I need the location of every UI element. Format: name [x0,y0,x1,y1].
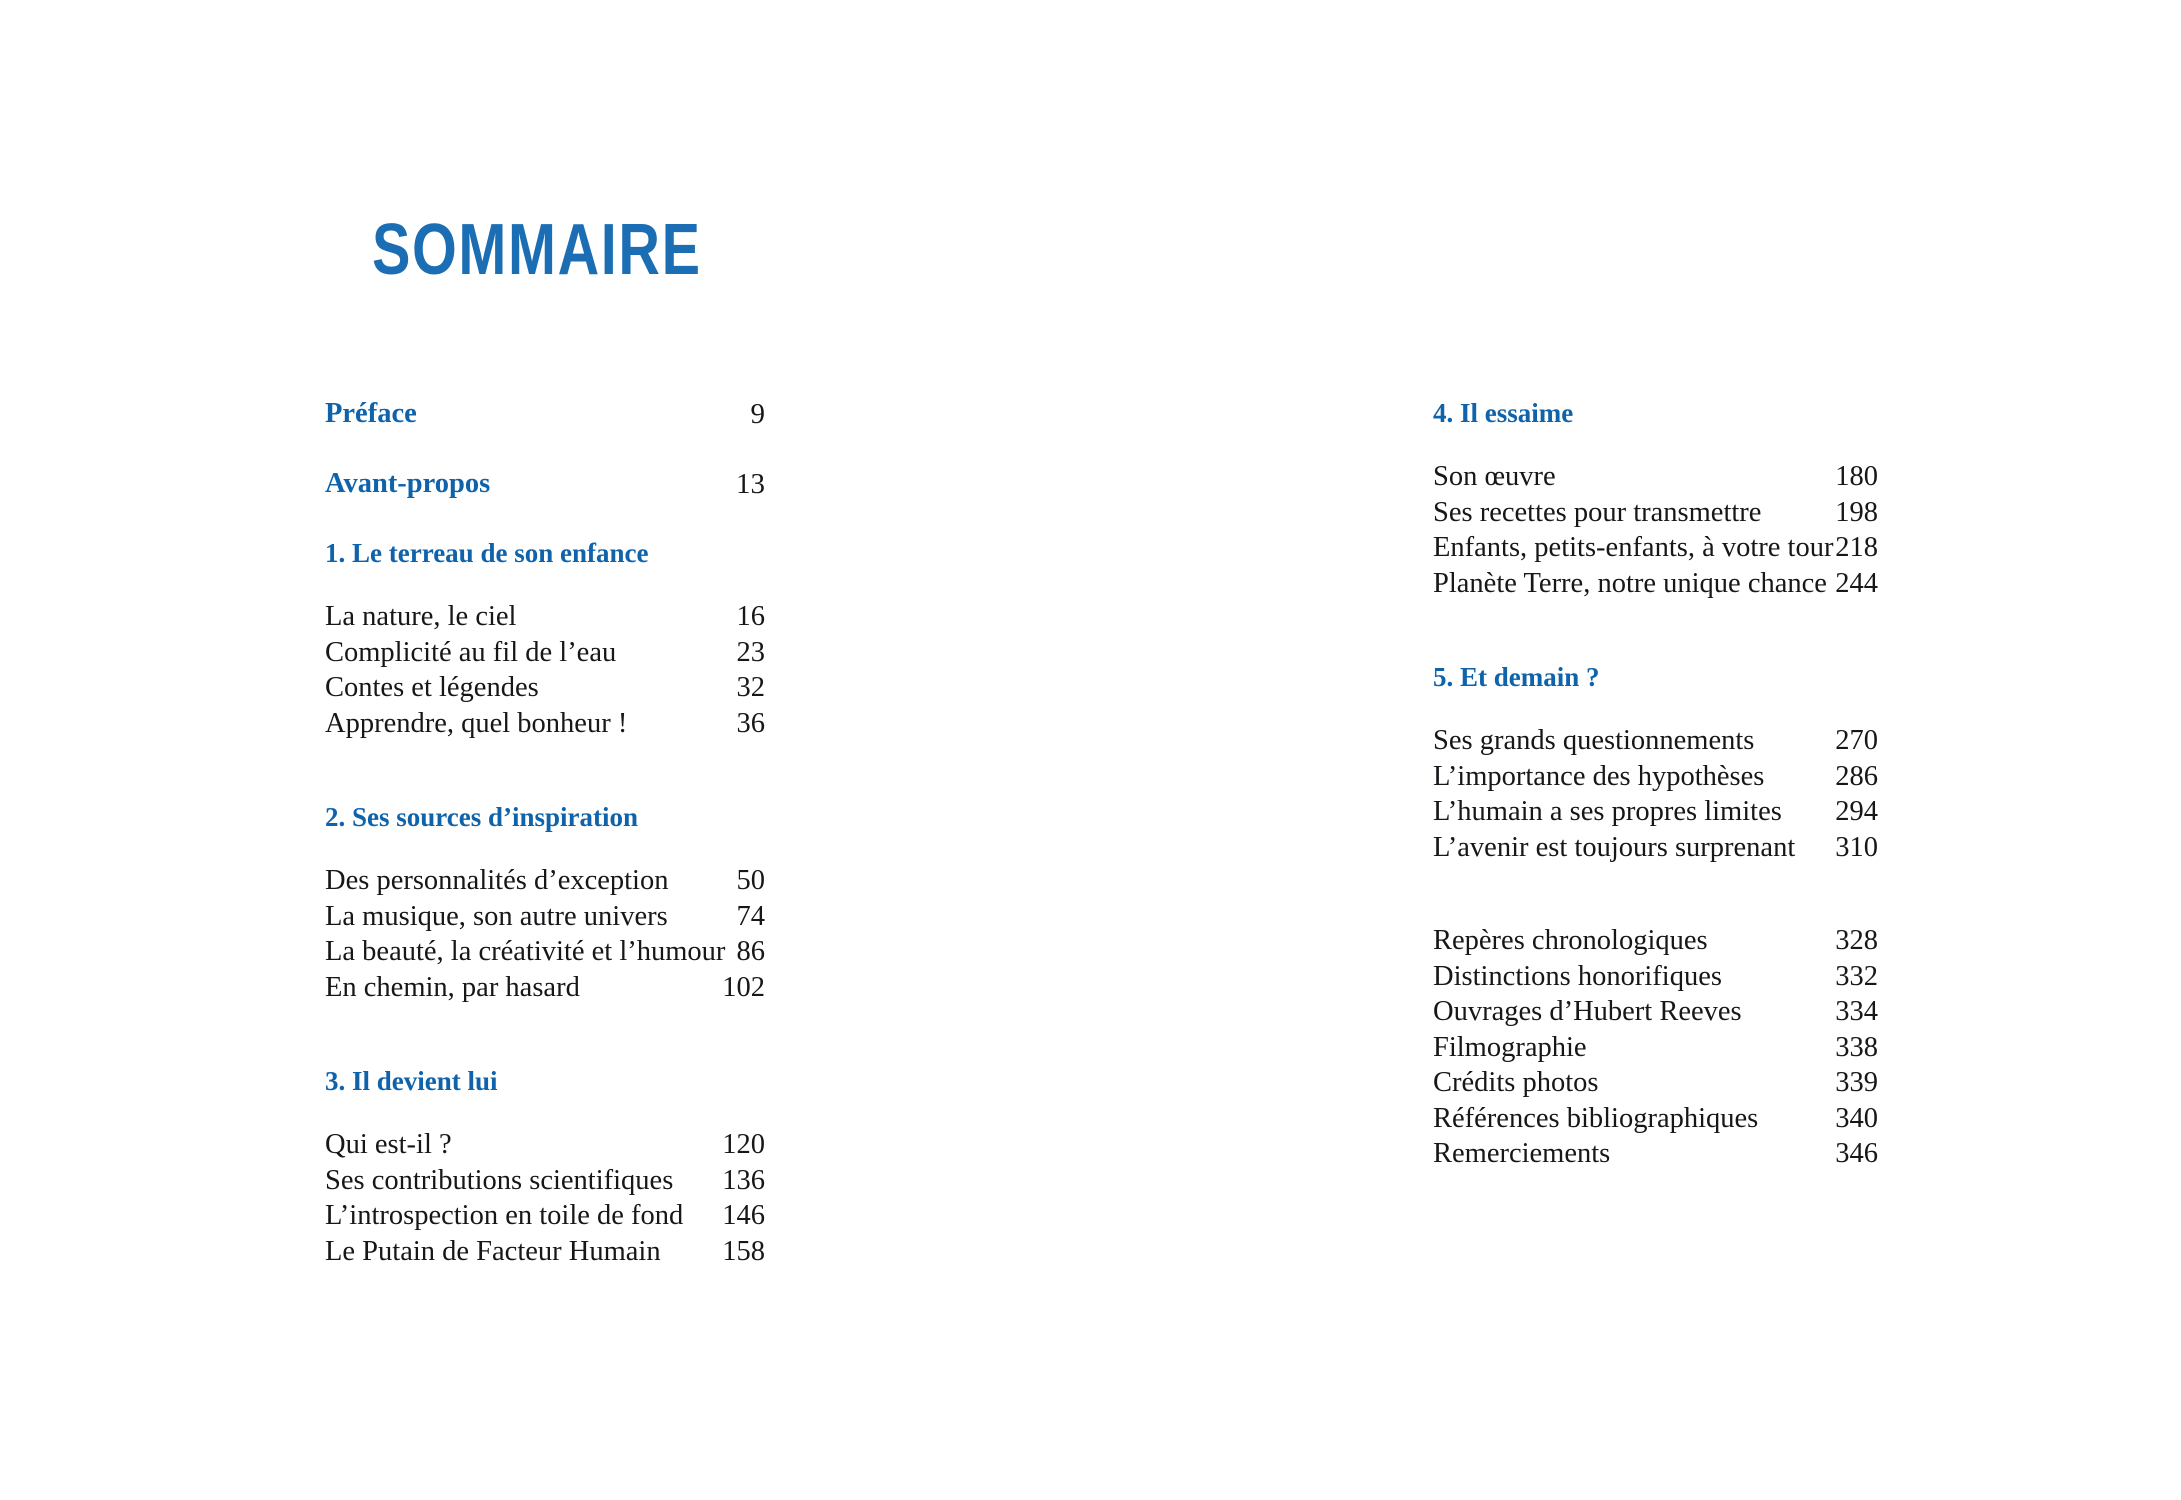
entry-label: Filmographie [1433,1031,1587,1063]
entry-page-number: 310 [1835,831,1878,863]
entry-label: L’importance des hypothèses [1433,760,1765,792]
section-entry-list [1433,723,1878,865]
toc-entry[interactable] [1433,830,1878,866]
page-title: SOMMAIRE [372,210,702,291]
entry-label: Contes et légendes [325,672,539,703]
entry-page-number: 198 [1835,496,1878,528]
toc-entry[interactable] [325,1127,765,1163]
toc-entry[interactable] [325,970,765,1006]
entry-label: La beauté, la créativité et l’humour [325,936,726,967]
section-entry-list [1433,459,1878,601]
entry-page-number: 50 [736,865,765,896]
section-entry-list [325,1127,765,1269]
entry-label: Ouvrages d’Hubert Reeves [1433,996,1742,1027]
back-matter-entry-list [1433,923,1878,1172]
toc-entry[interactable] [325,670,765,706]
front-matter-title: Préface [325,398,417,429]
entry-page-number: 334 [1835,996,1878,1027]
toc-entry[interactable] [1433,495,1878,531]
entry-label: Repères chronologiques [1433,925,1708,956]
entry-page-number: 332 [1835,960,1878,992]
entry-page-number: 338 [1835,1031,1878,1063]
entry-label: La musique, son autre univers [325,900,668,932]
entry-page-number: 32 [736,672,765,703]
toc-entry[interactable] [1433,959,1878,995]
section-heading[interactable]: 4. Il essaime [1433,398,1574,428]
entry-page-number: 158 [722,1235,765,1267]
entry-label: L’humain a ses propres limites [1433,796,1782,827]
toc-section [325,540,765,741]
entry-page-number: 146 [722,1200,765,1231]
toc-entry[interactable] [1433,723,1878,759]
entry-page-number: 36 [736,707,765,739]
section-heading[interactable]: 3. Il devient lui [325,1066,498,1096]
entry-page-number: 74 [736,900,765,932]
entry-label: Des personnalités d’exception [325,865,669,896]
toc-section [1433,400,1878,601]
entry-label: Le Putain de Facteur Humain [325,1235,661,1267]
entry-label: Remerciements [1433,1138,1611,1169]
entry-label: Apprendre, quel bonheur ! [325,707,628,739]
toc-section [325,1068,765,1269]
entry-page-number: 136 [722,1164,765,1196]
entry-page-number: 294 [1835,796,1878,827]
section-entry-list [325,863,765,1005]
section-heading[interactable]: 1. Le terreau de son enfance [325,538,649,568]
entry-label: En chemin, par hasard [325,971,580,1003]
toc-entry[interactable] [325,1198,765,1234]
toc-front-matter-entry[interactable] [325,400,765,470]
toc-entry[interactable] [1433,1030,1878,1066]
entry-page-number: 102 [722,971,765,1003]
toc-entry[interactable] [1433,994,1878,1030]
entry-label: Ses recettes pour transmettre [1433,496,1762,528]
toc-entry[interactable] [1433,1065,1878,1101]
toc-entry[interactable] [325,899,765,935]
entry-label: Qui est-il ? [325,1129,452,1160]
toc-entry[interactable] [1433,566,1878,602]
entry-page-number: 270 [1835,725,1878,756]
entry-page-number: 16 [736,601,765,632]
toc-entry[interactable] [325,706,765,742]
entry-label: Son œuvre [1433,461,1556,492]
entry-label: Distinctions honorifiques [1433,960,1722,992]
entry-label: Enfants, petits-enfants, à votre tour [1433,532,1834,563]
toc-entry[interactable] [1433,530,1878,566]
toc-entry[interactable] [1433,759,1878,795]
toc-entry[interactable] [1433,923,1878,959]
toc-front-matter-entry[interactable] [325,470,765,540]
entry-page-number: 180 [1835,461,1878,492]
entry-page-number: 86 [736,936,765,967]
toc-back-matter [1433,923,1878,1172]
toc-entry[interactable] [325,1234,765,1270]
front-matter-page-number: 13 [736,468,765,500]
entry-label: Références bibliographiques [1433,1102,1759,1134]
entry-label: Ses grands questionnements [1433,725,1755,756]
section-entry-list [325,599,765,741]
entry-label: Complicité au fil de l’eau [325,636,617,668]
toc-entry[interactable] [1433,794,1878,830]
entry-label: Crédits photos [1433,1067,1599,1098]
toc-entry[interactable] [325,635,765,671]
front-matter-page-number: 9 [750,398,765,430]
entry-label: L’introspection en toile de fond [325,1200,684,1231]
entry-label: Ses contributions scientifiques [325,1164,674,1196]
entry-label: La nature, le ciel [325,601,517,632]
toc-entry[interactable] [325,863,765,899]
entry-label: L’avenir est toujours surprenant [1433,831,1796,863]
entry-page-number: 346 [1835,1138,1878,1169]
entry-page-number: 286 [1835,760,1878,792]
toc-right-column [1433,400,1878,1172]
toc-entry[interactable] [325,599,765,635]
toc-entry[interactable] [1433,1101,1878,1137]
entry-page-number: 328 [1835,925,1878,956]
toc-entry[interactable] [1433,459,1878,495]
toc-section [325,804,765,1005]
entry-page-number: 23 [736,636,765,668]
front-matter-title: Avant-propos [325,468,491,499]
entry-page-number: 120 [722,1129,765,1160]
toc-section [1433,664,1878,865]
section-heading[interactable]: 2. Ses sources d’inspiration [325,802,639,832]
toc-entry[interactable] [325,934,765,970]
toc-entry[interactable] [325,1163,765,1199]
entry-label: Planète Terre, notre unique chance [1433,567,1827,599]
entry-page-number: 218 [1835,532,1878,563]
entry-page-number: 340 [1835,1102,1878,1134]
toc-entry[interactable] [1433,1136,1878,1172]
entry-page-number: 244 [1835,567,1878,599]
entry-page-number: 339 [1835,1067,1878,1098]
toc-left-column [325,400,765,1269]
section-heading[interactable]: 5. Et demain ? [1433,662,1600,692]
